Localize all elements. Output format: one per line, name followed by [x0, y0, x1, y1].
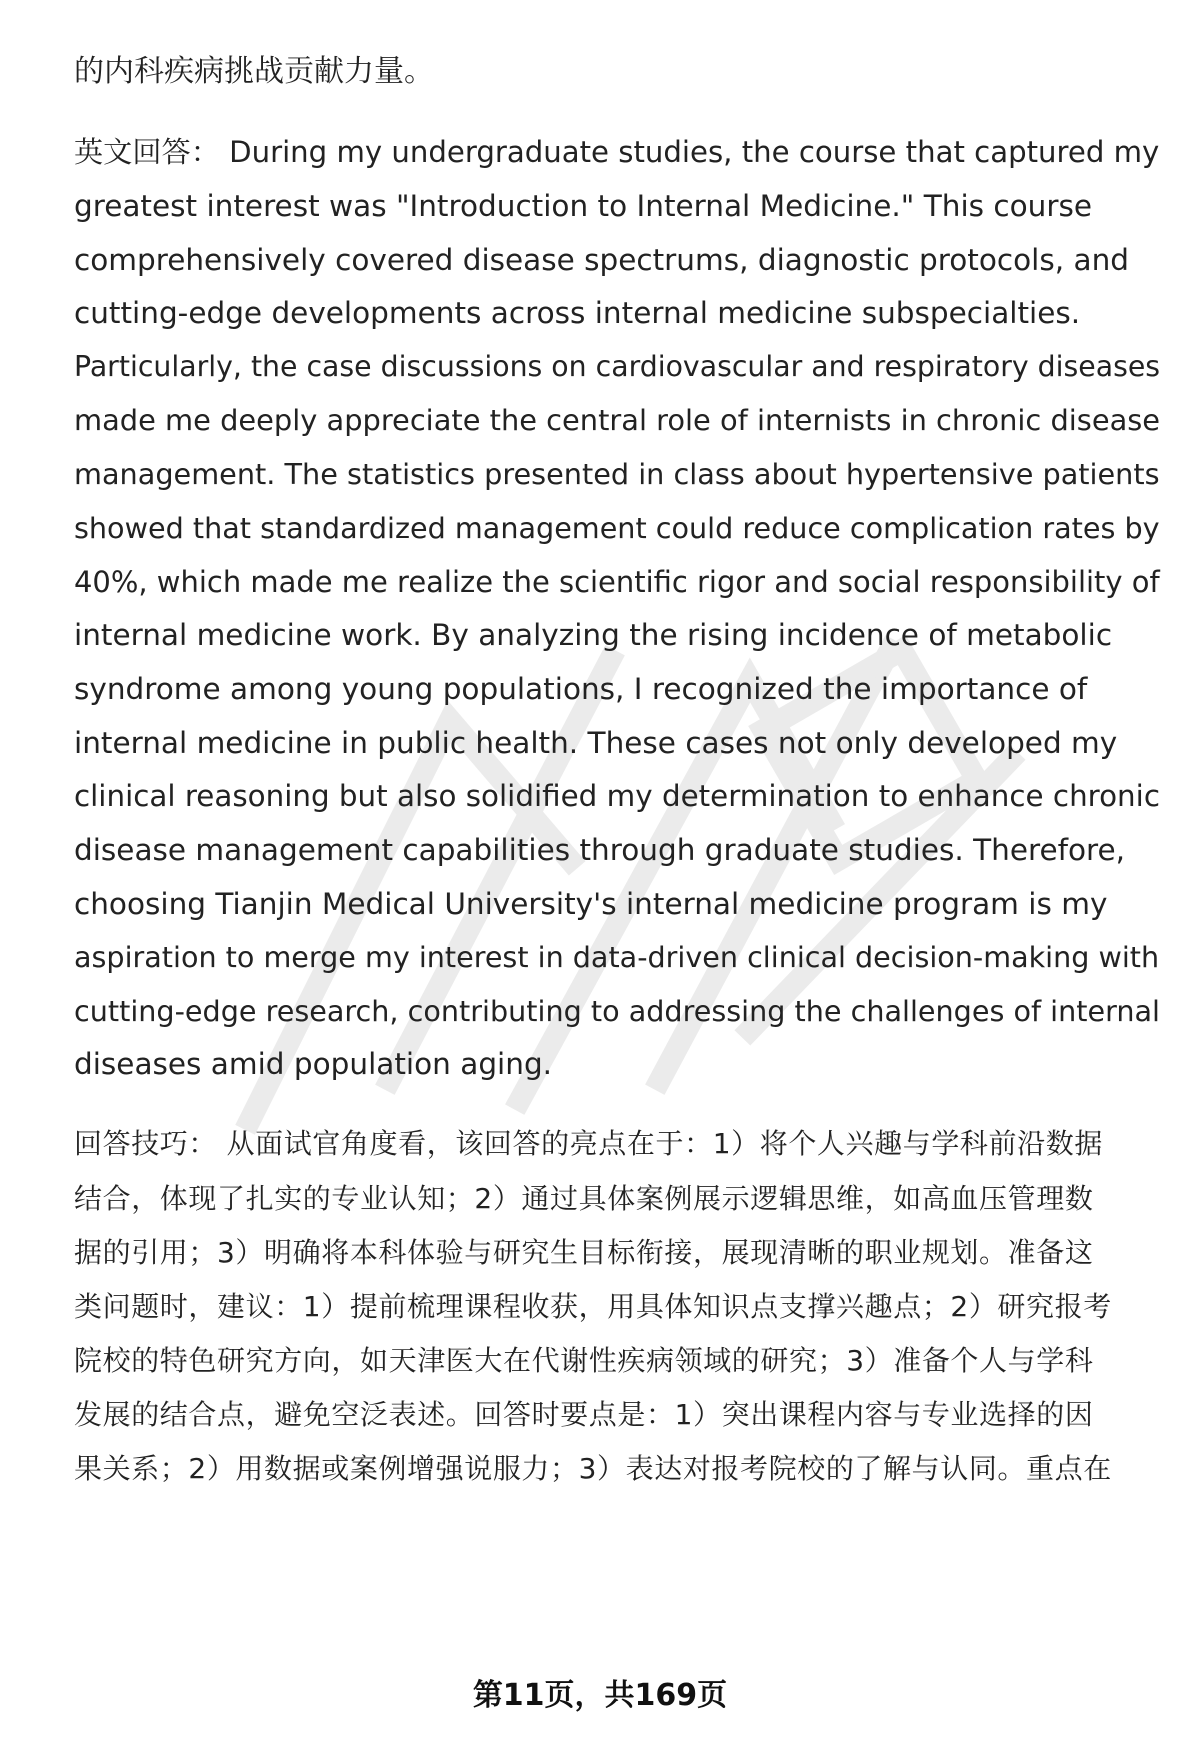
answer-tips-line: 据的引用；3）明确将本科体验与研究生目标衔接，展现清晰的职业规划。准备这	[74, 1236, 1094, 1269]
english-answer-line: Particularly, the case discussions on cardiovascular and respiratory diseases	[74, 350, 1161, 383]
english-answer-line: disease management capabilities through graduate studies. Therefore,	[74, 833, 1126, 867]
english-answer-line: greatest interest was "Introduction to Internal Medicine." This course	[74, 189, 1092, 223]
english-answer-line: made me deeply appreciate the central role of internists in chronic disease	[74, 403, 1161, 437]
answer-tips-line: 发展的结合点，避免空泛表述。回答时要点是：1）突出课程内容与专业选择的因	[74, 1398, 1094, 1431]
english-answer-line: comprehensively covered disease spectrums, diagnostic protocols, and	[74, 243, 1129, 277]
answer-tips-line: 类问题时，建议：1）提前梳理课程收获，用具体知识点支撑兴趣点；2）研究报考	[74, 1290, 1112, 1323]
answer-tips-line: 回答技巧： 从面试官角度看，该回答的亮点在于：1）将个人兴趣与学科前沿数据	[74, 1127, 1103, 1160]
continuation-text: 的内科疾病挑战贡献力量。	[74, 54, 434, 89]
english-answer-line: cutting-edge developments across internal medicine subspecialties.	[74, 296, 1081, 330]
english-answer-line: choosing Tianjin Medical University's internal medicine program is my	[74, 887, 1108, 921]
english-answer-line: showed that standardized management could reduce complication rates by	[74, 511, 1160, 545]
english-answer-line: 40%, which made me realize the scientific rigor and social responsibility of	[74, 565, 1160, 599]
english-answer-line: 英文回答： During my undergraduate studies, the course that captured my	[74, 135, 1160, 169]
page-number: 第11页，共169页	[472, 1678, 728, 1713]
english-answer-line: clinical reasoning but also solidified my determination to enhance chronic	[74, 779, 1160, 813]
english-answer-line: diseases amid population aging.	[74, 1047, 553, 1081]
english-answer-line: internal medicine in public health. These cases not only developed my	[74, 726, 1118, 760]
answer-tips-line: 院校的特色研究方向，如天津医大在代谢性疾病领域的研究；3）准备个人与学科	[74, 1344, 1094, 1377]
answer-tips-line: 果关系；2）用数据或案例增强说服力；3）表达对报考院校的了解与认同。重点在	[74, 1452, 1112, 1485]
english-answer-line: syndrome among young populations, I recognized the importance of	[74, 672, 1088, 706]
english-answer-line: management. The statistics presented in class about hypertensive patients	[74, 457, 1160, 491]
english-answer-line: internal medicine work. By analyzing the rising incidence of metabolic	[74, 618, 1113, 652]
answer-tips-line: 结合，体现了扎实的专业认知；2）通过具体案例展示逻辑思维，如高血压管理数	[74, 1182, 1094, 1215]
english-answer-line: aspiration to merge my interest in data-driven clinical decision-making with	[74, 940, 1160, 974]
english-answer-line: cutting-edge research, contributing to addressing the challenges of internal	[74, 994, 1160, 1028]
